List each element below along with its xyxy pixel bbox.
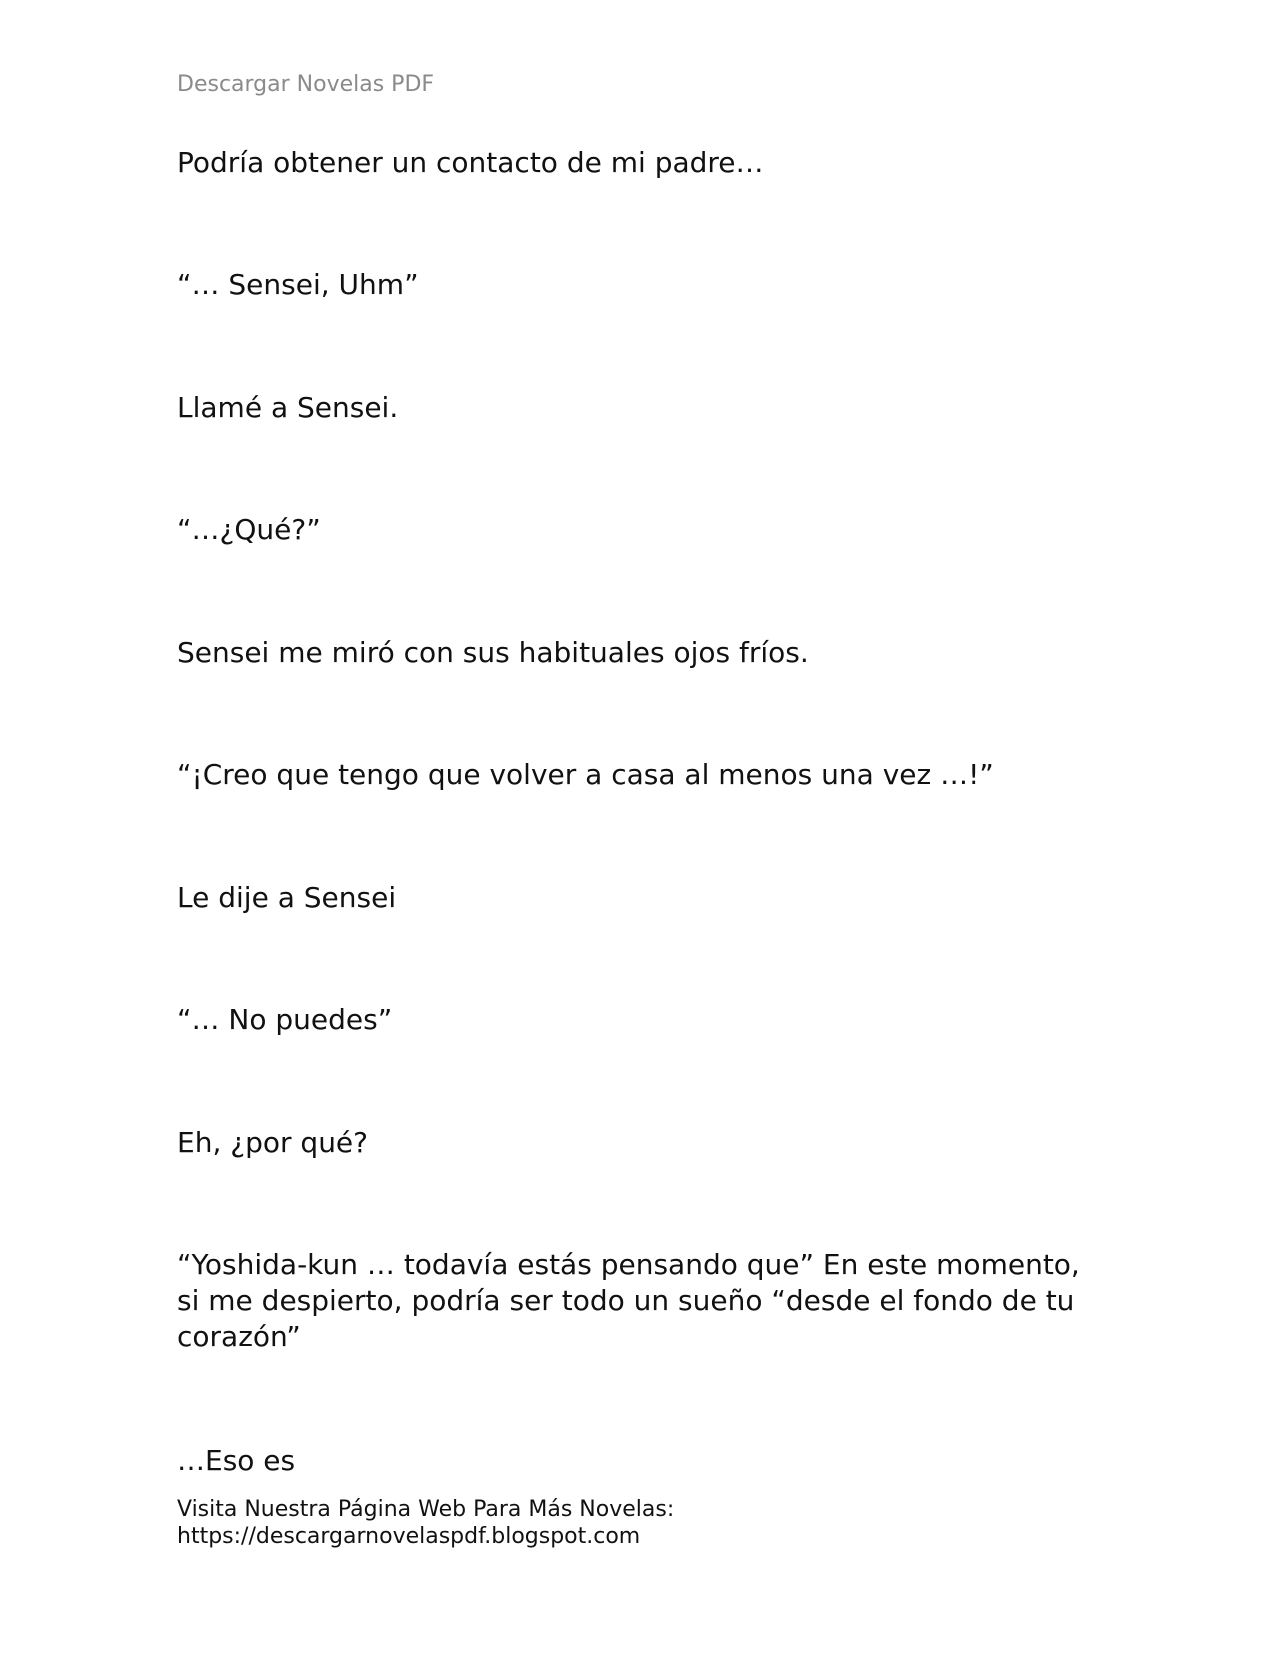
paragraph: “… Sensei, Uhm” bbox=[177, 268, 419, 301]
paragraph: …Eso es bbox=[177, 1444, 296, 1477]
paragraph: Sensei me miró con sus habituales ojos fríos. bbox=[177, 636, 809, 669]
paragraph: Eh, ¿por qué? bbox=[177, 1126, 369, 1159]
footer-promo-text: Visita Nuestra Página Web Para Más Novelas: bbox=[177, 1497, 675, 1522]
paragraph: “Yoshida-kun … todavía estás pensando que” En este momento, si me despierto, podría ser todo un sueño “desde el fondo de tu corazón” bbox=[177, 1248, 1080, 1353]
paragraph: Podría obtener un contacto de mi padre… bbox=[177, 146, 764, 179]
paragraph: “… No puedes” bbox=[177, 1003, 393, 1036]
paragraph: “¡Creo que tengo que volver a casa al menos una vez …!” bbox=[177, 758, 994, 791]
page-header: Descargar Novelas PDF bbox=[177, 72, 435, 97]
paragraph: Le dije a Sensei bbox=[177, 881, 397, 914]
paragraph: “…¿Qué?” bbox=[177, 513, 321, 546]
paragraph: Llamé a Sensei. bbox=[177, 391, 399, 424]
page-footer bbox=[177, 1496, 674, 1550]
footer-website-link[interactable]: https://descargarnovelaspdf.blogspot.com bbox=[177, 1524, 641, 1549]
